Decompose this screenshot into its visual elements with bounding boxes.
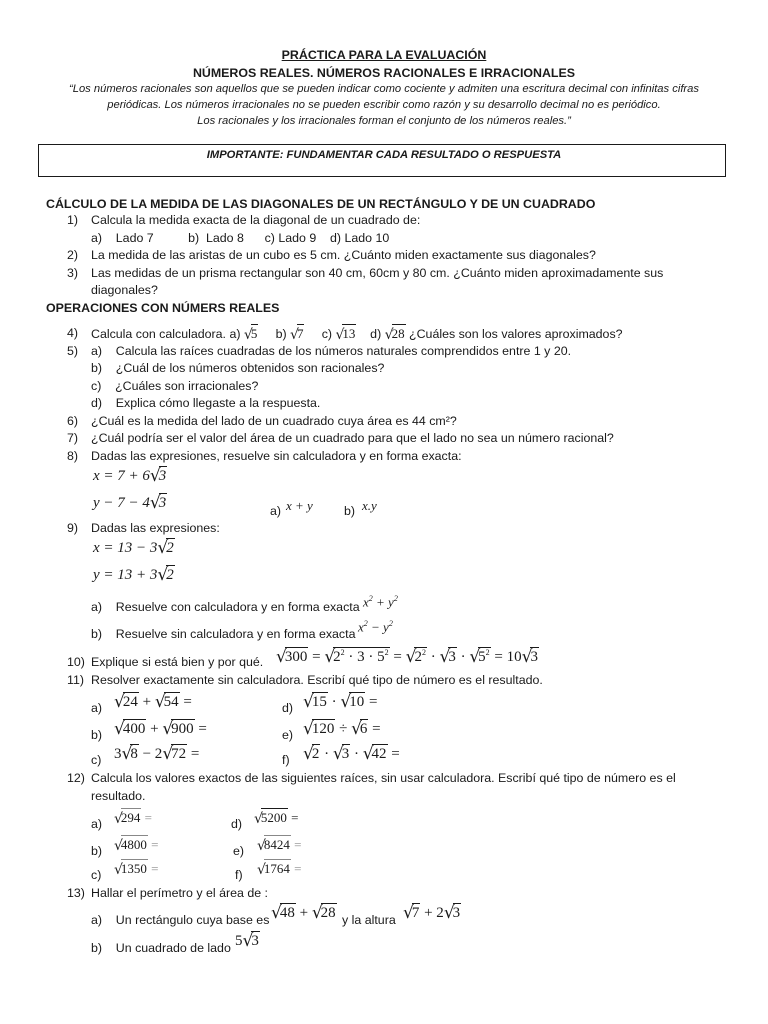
equals: = <box>290 837 302 852</box>
expression-x <box>93 468 167 485</box>
option-letter: f) <box>282 753 290 767</box>
radicand: 2 <box>311 746 320 762</box>
expression <box>235 933 260 950</box>
radicand: 7 <box>296 326 304 341</box>
sqrt-symbol: √ <box>340 692 352 712</box>
coefficient: 3 <box>114 746 122 762</box>
radicand: 10 <box>349 694 365 710</box>
sqrt-symbol: √ <box>276 647 287 667</box>
expression-var: x <box>363 594 369 610</box>
question-number: 1) <box>67 213 79 227</box>
expression <box>363 594 398 610</box>
sqrt-symbol: √ <box>332 744 344 764</box>
question-text: a) Resuelve con calculadora y en forma exacta <box>91 600 360 614</box>
radicand: 1764 <box>263 861 290 876</box>
sqrt-symbol: √ <box>469 647 481 667</box>
option-letter: e) <box>233 844 245 858</box>
question-number: 9) <box>67 521 79 535</box>
radicand: 72 <box>171 746 187 762</box>
question-text: y la altura <box>342 913 396 927</box>
exponent: 2 <box>368 594 373 603</box>
radicand: 3 <box>251 933 259 949</box>
expression-y <box>93 495 167 512</box>
exponent: 2 <box>363 619 368 628</box>
radicand: 8424 <box>263 837 290 852</box>
sqrt-symbol: √ <box>521 647 533 667</box>
question-text-end: ¿Cuáles son los valores aproximados? <box>409 327 623 341</box>
radicand <box>414 647 427 665</box>
sqrt-symbol: √ <box>271 903 282 923</box>
expression <box>358 619 393 635</box>
question-number: 7) <box>67 431 79 445</box>
option-letter: c) <box>91 753 102 767</box>
exponent: 2 <box>421 648 426 657</box>
expression <box>257 837 302 853</box>
sqrt-symbol: √ <box>403 903 414 923</box>
coefficient: 5 <box>235 933 243 949</box>
question-options: a) Lado 7 b) Lado 8 c) Lado 9 d) Lado 10 <box>91 231 390 245</box>
operator: · <box>456 649 470 665</box>
quote-line: Los racionales y los irracionales forman el conjunto de los números reales.” <box>197 115 571 127</box>
sqrt-symbol: √ <box>114 692 125 712</box>
sqrt-symbol: √ <box>242 931 254 951</box>
section-heading: OPERACIONES CON NÚMERS REALES <box>46 301 280 315</box>
radicand: 120 <box>311 721 335 737</box>
expression <box>257 861 302 877</box>
question-number: 12) <box>67 771 85 785</box>
sqrt-symbol: √ <box>384 327 394 343</box>
expression <box>303 746 400 763</box>
expression-text: + y <box>372 594 394 610</box>
radicand: 2 <box>166 540 174 556</box>
radicand: 54 <box>163 694 179 710</box>
radicand-part: 2 <box>333 649 341 665</box>
section-heading: CÁLCULO DE LA MEDIDA DE LAS DIAGONALES DE UN RECTÁNGULO Y DE UN CUADRADO <box>46 197 596 211</box>
radicand-part: 5 <box>478 649 486 665</box>
radicand: 294 <box>120 810 141 825</box>
radicand: 400 <box>122 721 146 737</box>
exponent: 2 <box>340 648 345 657</box>
sqrt-symbol: √ <box>157 538 169 558</box>
radicand <box>333 647 390 665</box>
expression-text: y = 13 + 3 <box>93 567 158 583</box>
equals: = <box>187 746 200 762</box>
question-text: Explique si está bien y por qué. <box>91 655 264 669</box>
sqrt-symbol: √ <box>335 327 345 343</box>
question-text: Calcula los valores exactos de las siguientes raíces, sin usar calculadora. Escribí qué tipo de número es el <box>91 771 676 785</box>
radicand: 4800 <box>120 837 147 852</box>
exponent: 2 <box>384 648 389 657</box>
question-text: c) ¿Cuáles son irracionales? <box>91 379 259 393</box>
equals: = <box>287 810 299 825</box>
question-text: ¿Cuál podría ser el valor del área de un cuadrado para que el lado no sea un número racional? <box>91 431 614 445</box>
expression: x + y <box>286 498 313 513</box>
question-text: a) Un rectángulo cuya base es <box>91 913 270 927</box>
radicand: 28 <box>320 905 336 921</box>
sqrt-symbol: √ <box>303 692 314 712</box>
question-number: 10) <box>67 655 85 669</box>
expression-text: − y <box>367 619 389 635</box>
question-text: Las medidas de un prisma rectangular son 40 cm, 60cm y 80 cm. ¿Cuánto miden aproximadamente sus <box>91 266 664 280</box>
question-text: diagonales? <box>91 283 158 297</box>
sqrt-symbol: √ <box>443 903 455 923</box>
radicand: 1350 <box>120 861 147 876</box>
radicand: 48 <box>279 905 295 921</box>
radicand: 3 <box>530 649 538 665</box>
option-letter: f) <box>235 868 243 882</box>
option-letter: c) <box>321 327 333 341</box>
question-number: 4) <box>67 326 79 340</box>
expression-text: x = 13 − 3 <box>93 540 158 556</box>
question-text: Dadas las expresiones: <box>91 521 220 535</box>
radicand: 28 <box>391 326 405 341</box>
radicand: 5200 <box>260 810 287 825</box>
radicand: 3 <box>448 649 456 665</box>
question-text: a) Calcula las raíces cuadradas de los números naturales comprendidos entre 1 y 20. <box>91 344 572 358</box>
radicand: 2 <box>166 567 174 583</box>
sqrt-symbol: √ <box>162 744 174 764</box>
equals: = <box>290 861 302 876</box>
sqrt-symbol: √ <box>439 647 451 667</box>
question-number: 3) <box>67 266 79 280</box>
sqrt-symbol: √ <box>154 692 166 712</box>
question-number: 13) <box>67 886 85 900</box>
expression <box>114 810 152 826</box>
sqrt-symbol: √ <box>121 744 133 764</box>
radicand-part: · 3 · 5 <box>344 649 385 665</box>
sqrt-symbol: √ <box>114 862 123 878</box>
question-text: resultado. <box>91 789 146 803</box>
radicand: 300 <box>284 649 308 665</box>
expression-var: x <box>358 619 364 635</box>
operator: · <box>350 746 363 762</box>
expression <box>114 746 199 763</box>
question-text: La medida de las aristas de un cubo es 5 cm. ¿Cuánto miden exactamente sus diagonales? <box>91 248 596 262</box>
radicand: 3 <box>452 905 461 921</box>
sqrt-symbol: √ <box>114 719 125 739</box>
quote-line: “Los números racionales son aquellos que se pueden indicar como cociente y admiten una escritura decimal con infinitas cifras <box>69 83 699 95</box>
result: = 10 <box>490 649 522 665</box>
question-text: Dadas las expresiones, resuelve sin calculadora y en forma exacta: <box>91 449 462 463</box>
expression: x.y <box>362 498 377 513</box>
question-text: Calcula la medida exacta de la diagonal de un cuadrado de: <box>91 213 421 227</box>
question-text: d) Explica cómo llegaste a la respuesta. <box>91 396 321 410</box>
radicand: 13 <box>342 326 356 341</box>
radicand <box>478 647 491 665</box>
option-letter: d) <box>282 701 294 715</box>
option-letter: e) <box>282 728 294 742</box>
option-letter: b) <box>275 327 287 341</box>
radicand: 5 <box>250 326 258 341</box>
expression-x <box>93 540 175 557</box>
expression <box>114 694 192 711</box>
question-text: Hallar el perímetro y el área de : <box>91 886 268 900</box>
option-letter: b) <box>91 728 103 742</box>
question-text-start: Calcula con calculadora. a) <box>91 327 241 341</box>
equals: = <box>368 721 381 737</box>
sqrt-symbol: √ <box>114 838 123 854</box>
expression <box>114 837 159 853</box>
radicand: 3 <box>158 468 167 484</box>
sqrt-symbol: √ <box>149 466 161 486</box>
question-text: b) Un cuadrado de lado <box>91 941 231 955</box>
quote-line: periódicas. Los números irracionales no se pueden escribir como razón y su desarrollo decimal no es periódico. <box>107 99 661 111</box>
expression-y <box>93 567 175 584</box>
equals: = <box>389 649 406 665</box>
option-letter: d) <box>231 817 243 831</box>
sqrt-symbol: √ <box>114 811 123 827</box>
radicand-part: 2 <box>414 649 422 665</box>
equals: = <box>308 649 325 665</box>
question-number: 5) <box>67 344 79 358</box>
radicand: 8 <box>130 746 138 762</box>
question-text: Resolver exactamente sin calculadora. Escribí qué tipo de número es el resultado. <box>91 673 543 687</box>
operator: · <box>327 694 341 710</box>
option-letter: c) <box>91 868 102 882</box>
question-text: b) ¿Cuál de los números obtenidos son racionales? <box>91 361 385 375</box>
expression <box>114 721 207 738</box>
expression-text: y − 7 − 4 <box>93 495 150 511</box>
exponent: 2 <box>388 619 393 628</box>
sqrt-symbol: √ <box>243 327 253 343</box>
radicand: 900 <box>171 721 194 737</box>
sqrt-symbol: √ <box>157 565 169 585</box>
expression <box>271 905 337 922</box>
question-number: 6) <box>67 414 79 428</box>
page-title: PRÁCTICA PARA LA EVALUACIÓN <box>281 48 487 62</box>
sqrt-symbol: √ <box>311 903 323 923</box>
operator: + 2 <box>420 905 444 921</box>
equals: = <box>194 721 207 737</box>
sqrt-symbol: √ <box>303 719 314 739</box>
equals: = <box>179 694 192 710</box>
question-number: 2) <box>67 248 79 262</box>
exponent: 2 <box>485 648 490 657</box>
equals: = <box>147 861 159 876</box>
question-number: 8) <box>67 449 79 463</box>
question-text <box>91 326 623 342</box>
option-letter: a) <box>91 701 103 715</box>
radicand: 15 <box>311 694 327 710</box>
equals: = <box>365 694 378 710</box>
radicand: 24 <box>122 694 138 710</box>
sqrt-symbol: √ <box>303 744 314 764</box>
operator: ÷ <box>335 721 352 737</box>
option-letter: a) <box>270 504 282 518</box>
radicand: 42 <box>371 746 387 762</box>
sqrt-symbol: √ <box>290 327 299 343</box>
expression <box>303 694 377 711</box>
sqrt-symbol: √ <box>149 493 161 513</box>
operator: + <box>146 721 163 737</box>
sqrt-symbol: √ <box>362 744 374 764</box>
sqrt-symbol: √ <box>257 862 266 878</box>
important-note: IMPORTANTE: FUNDAMENTAR CADA RESULTADO O RESPUESTA <box>206 149 562 161</box>
option-letter: b) <box>91 844 103 858</box>
equals: = <box>147 837 159 852</box>
operator: · <box>320 746 333 762</box>
operator: + <box>295 905 312 921</box>
sqrt-symbol: √ <box>351 719 362 739</box>
sqrt-symbol: √ <box>162 719 174 739</box>
sqrt-symbol: √ <box>324 647 336 667</box>
option-letter: d) <box>370 327 382 341</box>
operator: · <box>426 649 440 665</box>
radicand: 7 <box>411 905 420 921</box>
operator: + <box>138 694 155 710</box>
operator: − 2 <box>138 746 163 762</box>
equals: = <box>387 746 400 762</box>
expression-text: x = 7 + 6 <box>93 468 150 484</box>
radicand: 3 <box>158 495 167 511</box>
radicand: 6 <box>359 721 368 737</box>
expression <box>114 861 159 877</box>
equals: = <box>141 810 153 825</box>
sqrt-symbol: √ <box>257 838 266 854</box>
sqrt-symbol: √ <box>254 811 263 827</box>
expression <box>276 648 539 666</box>
question-number: 11) <box>67 673 84 687</box>
question-text: b) Resuelve sin calculadora y en forma exacta <box>91 627 356 641</box>
expression <box>254 810 299 826</box>
page-subtitle: NÚMEROS REALES. NÚMEROS RACIONALES E IRRACIONALES <box>192 66 576 80</box>
question-text: ¿Cuál es la medida del lado de un cuadrado cuya área es 44 cm²? <box>91 414 457 428</box>
expression <box>303 721 381 738</box>
expression <box>403 905 461 922</box>
sqrt-symbol: √ <box>405 647 417 667</box>
exponent: 2 <box>393 594 398 603</box>
option-letter: b) <box>344 504 356 518</box>
radicand: 3 <box>341 746 350 762</box>
option-letter: a) <box>91 817 103 831</box>
